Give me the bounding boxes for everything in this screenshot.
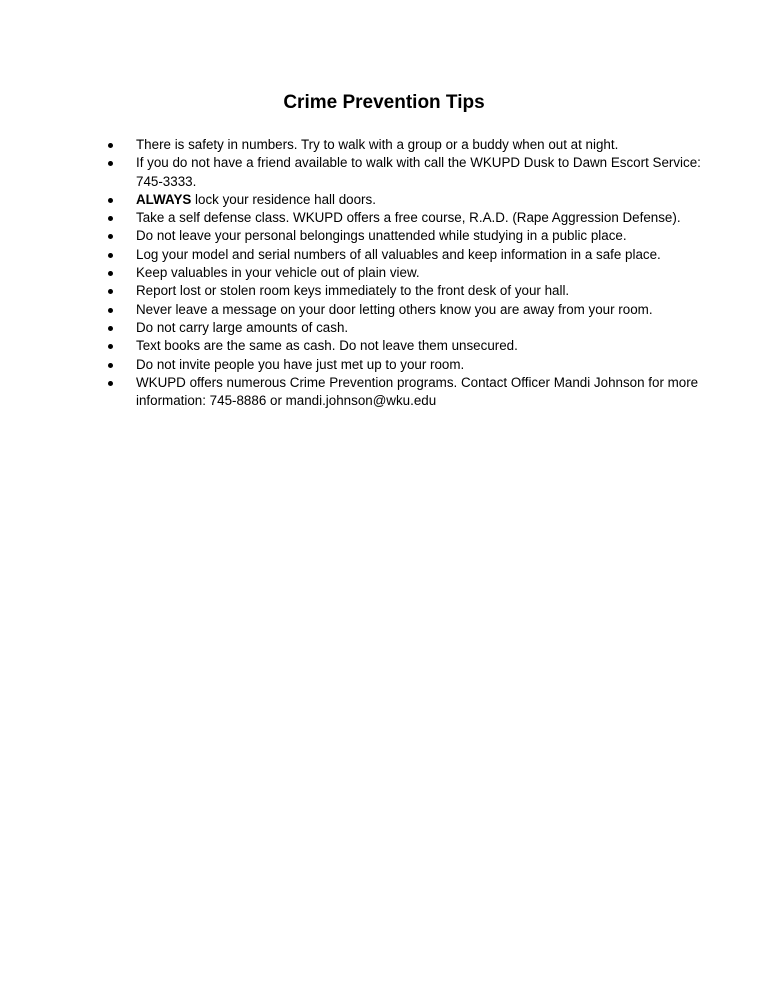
page-title: Crime Prevention Tips — [283, 92, 485, 113]
list-item: If you do not have a friend available to walk with call the WKUPD Dusk to Dawn Escort Service: 745-3333. — [108, 154, 708, 191]
list-item: WKUPD offers numerous Crime Prevention programs. Contact Officer Mandi Johnson for more information: 745-8886 or mandi.johnson@wku.edu — [108, 374, 708, 411]
list-item: Text books are the same as cash. Do not leave them unsecured. — [108, 337, 708, 355]
tips-list — [108, 136, 708, 410]
list-item: Report lost or stolen room keys immediately to the front desk of your hall. — [108, 282, 708, 300]
list-item: Take a self defense class. WKUPD offers a free course, R.A.D. (Rape Aggression Defense). — [108, 209, 708, 227]
list-item: ALWAYS lock your residence hall doors. — [108, 191, 708, 209]
list-item: Do not leave your personal belongings unattended while studying in a public place. — [108, 227, 708, 245]
list-item: Log your model and serial numbers of all valuables and keep information in a safe place. — [108, 246, 708, 264]
list-item: There is safety in numbers. Try to walk with a group or a buddy when out at night. — [108, 136, 708, 154]
list-item: Never leave a message on your door letting others know you are away from your room. — [108, 301, 708, 319]
list-item: Keep valuables in your vehicle out of plain view. — [108, 264, 708, 282]
list-item: Do not invite people you have just met up to your room. — [108, 356, 708, 374]
list-item: Do not carry large amounts of cash. — [108, 319, 708, 337]
